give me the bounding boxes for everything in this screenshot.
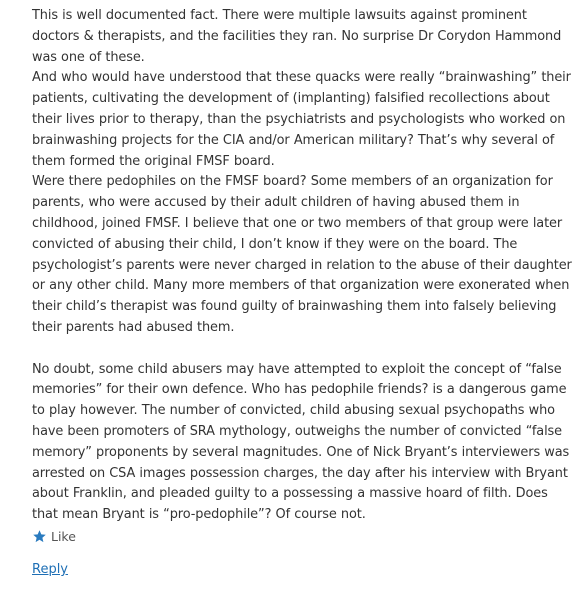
reply-row — [32, 562, 68, 577]
comment-paragraph: This is well documented fact. There were multiple lawsuits against prominent doctors & therapists, and the facilities they ran. No surprise Dr Corydon Hammond was one of these. — [32, 8, 562, 65]
like-button[interactable] — [32, 527, 76, 545]
like-label: Like — [51, 528, 76, 544]
comment-paragraph: And who would have understood that these quacks were really “brainwashing” their patients, cultivating the development of (implanting) falsified recollections about their lives prior to therapy, than the psychiatrists and psychologists who worked on brainwashing projects for the CIA and/or American military? That’s why several of them formed the original FMSF board. — [32, 70, 571, 169]
star-icon — [32, 529, 47, 544]
comment-paragraph: Were there pedophiles on the FMSF board? Some members of an organization for parents, who were accused by their adult children of having abused them in childhood, joined FMSF. I believe that one or two members of that group were later convicted of abusing their child, I don’t know if they were on the board. The psychologist’s parents were never charged in relation to the abuse of their daughter or any other child. Many more members of that organization were exonerated when their child’s therapist was found guilty of brainwashing them into falsely believing their parents had abused them. — [32, 174, 572, 335]
comment-paragraph: No doubt, some child abusers may have attempted to exploit the concept of “false memories” for their own defence. Who has pedophile friends? is a dangerous game to play however. The number of convicted, child abusing sexual psychopaths who have been promoters of SRA mythology, outweighs the number of convicted “false memory” proponents by several magnitudes. One of Nick Bryant’s interviewers was arrested on CSA images possession charges, the day after his interview with Bryant about Franklin, and pleaded guilty to a possessing a massive hoard of filth. Does that mean Bryant is “pro-pedophile”? Of course not. — [32, 361, 570, 523]
reply-link[interactable]: Reply — [32, 562, 69, 577]
comment-body — [32, 6, 572, 526]
